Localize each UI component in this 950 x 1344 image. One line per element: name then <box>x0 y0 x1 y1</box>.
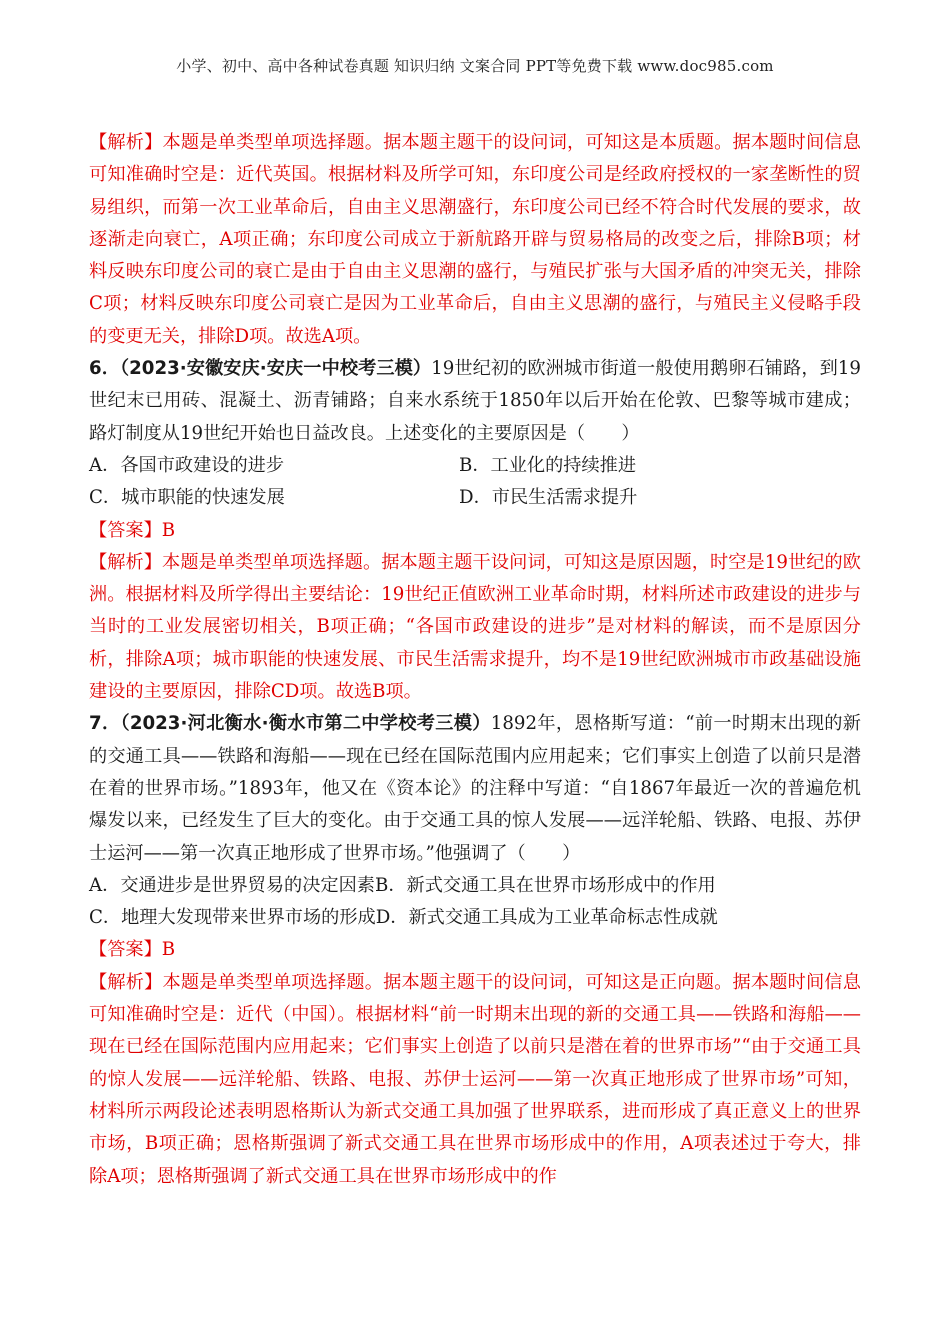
document-body <box>89 127 861 1193</box>
page-header: 小学、初中、高中各种试卷真题 知识归纳 文案合同 PPT等免费下载 www.doc985.com <box>176 57 774 75</box>
q5-analysis: 【解析】本题是单类型单项选择题。据本题主题干的设问词，可知这是本质题。据本题时间信息可知准确时空是：近代英国。根据材料及所学可知，东印度公司是经政府授权的一家垄断性的贸易组织，而第一次工业革命后，自由主义思潮盛行，东印度公司已经不符合时代发展的要求，故逐渐走向衰亡，A项正确；东印度公司成立于新航路开辟与贸易格局的改变之后，排除B项；材料反映东印度公司的衰亡是由于自由主义思潮的盛行，与殖民扩张与大国矛盾的冲突无关，排除C项；材料反映东印度公司衰亡是因为工业革命后，自由主义思潮的盛行，与殖民主义侵略手段的变更无关，排除D项。故选A项。 <box>89 132 861 347</box>
q7-options-ab: A．交通进步是世界贸易的决定因素B．新式交通工具在世界市场形成中的作用 <box>89 874 716 896</box>
q7-options-cd: C．地理大发现带来世界市场的形成D．新式交通工具成为工业革命标志性成就 <box>89 907 718 929</box>
q6-option-d: D．市民生活需求提升 <box>459 487 638 509</box>
q6-question <box>89 353 861 450</box>
q6-answer: 【答案】B <box>89 519 176 541</box>
q6-options-row-2 <box>89 482 861 514</box>
q7-answer: 【答案】B <box>89 939 176 961</box>
q6-option-c: C．城市职能的快速发展 <box>89 487 285 509</box>
q6-options-row-1 <box>89 450 861 482</box>
q6-heading: 6．（2023·安徽安庆·安庆一中校考三模） <box>89 358 432 380</box>
q6-analysis: 【解析】本题是单类型单项选择题。据本题主题干设问词，可知这是原因题，时空是19世纪的欧洲。根据材料及所学得出主要结论：19世纪正值欧洲工业革命时期，材料所述市政建设的进步与当时的工业发展密切相关，B项正确；“各国市政建设的进步”是对材料的解读，而不是原因分析，排除A项；城市职能的快速发展、市民生活需求提升，均不是19世纪欧洲城市市政基础设施建设的主要原因，排除CD项。故选B项。 <box>89 551 861 703</box>
q7-analysis: 【解析】本题是单类型单项选择题。据本题主题干的设问词，可知这是正向题。据本题时间信息可知准确时空是：近代（中国）。根据材料“前一时期末出现的新的交通工具——铁路和海船——现在已经在国际范围内应用起来；它们事实上创造了以前只是潜在着的世界市场”“由于交通工具的惊人发展——远洋轮船、铁路、电报、苏伊士运河——第一次真正地形成了世界市场”可知，材料所示两段论述表明恩格斯认为新式交通工具加强了世界联系，进而形成了真正意义上的世界市场，B项正确；恩格斯强调了新式交通工具在世界市场形成中的作用，A项表述过于夸大，排除A项；恩格斯强调了新式交通工具在世界市场形成中的作 <box>89 971 861 1187</box>
q7-stem: 1892年，恩格斯写道：“前一时期末出现的新的交通工具——铁路和海船——现在已经在国际范围内应用起来；它们事实上创造了以前只是潜在着的世界市场。”1893年，他又在《资本论》的注释中写道：“自1867年最近一次的普遍危机爆发以来，已经发生了巨大的变化。由于交通工具的惊人发展——远洋轮船、铁路、电报、苏伊士运河——第一次真正地形成了世界市场。”他强调了（ ） <box>89 713 861 864</box>
q6-stem: 19世纪初的欧洲城市街道一般使用鹅卵石铺路，到19世纪末已用砖、混凝土、沥青铺路；自来水系统于1850年以后开始在伦敦、巴黎等城市建成；路灯制度从19世纪开始也日益改良。上述变化的主要原因是（ ） <box>89 358 861 444</box>
q7-question <box>89 708 861 869</box>
q7-heading: 7．（2023·河北衡水·衡水市第二中学校考三模） <box>89 713 491 735</box>
q6-option-b: B．工业化的持续推进 <box>459 454 637 476</box>
q6-option-a: A．各国市政建设的进步 <box>89 454 285 476</box>
